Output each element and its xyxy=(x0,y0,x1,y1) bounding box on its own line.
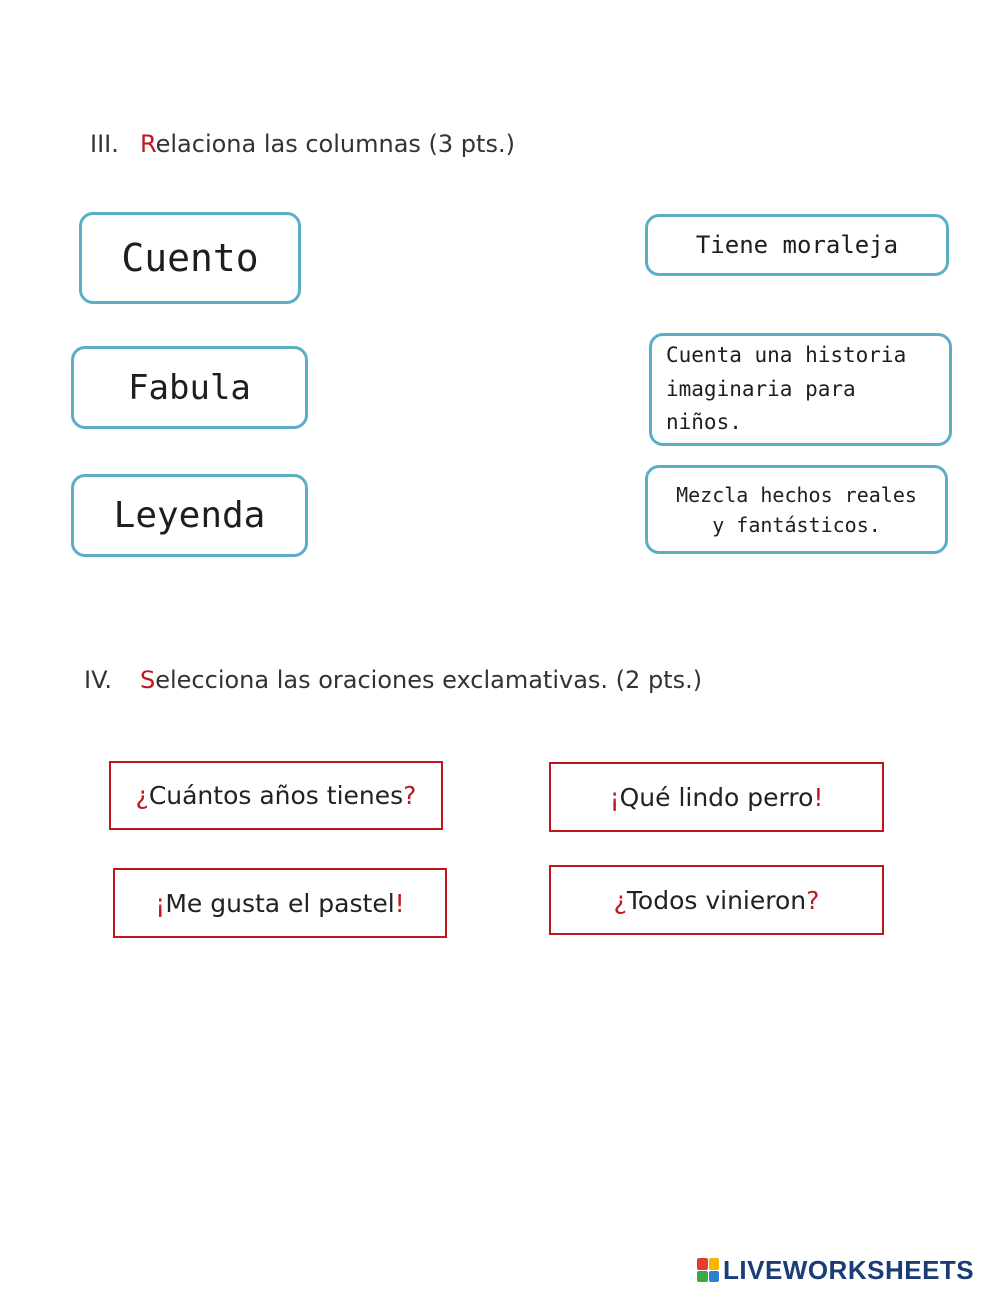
section-3-number: III. xyxy=(90,130,119,158)
liveworksheets-logo xyxy=(697,1255,974,1285)
left-box-cuento[interactable] xyxy=(79,212,301,304)
right-box-label: Mezcla hechos reales y fantásticos. xyxy=(676,482,917,537)
left-box-label: Leyenda xyxy=(113,495,266,536)
right-box-tiene-moraleja[interactable] xyxy=(645,214,949,276)
left-box-leyenda[interactable] xyxy=(71,474,308,557)
open-punctuation: ¿ xyxy=(135,781,149,810)
open-punctuation: ¿ xyxy=(613,885,627,915)
option-que-lindo-perro[interactable] xyxy=(549,762,884,832)
section-3-title: elaciona las columnas (3 pts.) xyxy=(155,130,515,158)
right-box-label: Tiene moraleja xyxy=(695,231,899,259)
section-3-title-initial: R xyxy=(140,130,156,158)
left-box-fabula[interactable] xyxy=(71,346,308,429)
left-box-label: Cuento xyxy=(121,236,259,280)
open-punctuation: ¡ xyxy=(155,888,166,918)
close-punctuation: ? xyxy=(806,885,820,915)
option-text: Qué lindo perro xyxy=(619,782,814,812)
right-box-label: Cuenta una historia imaginaria para niños. xyxy=(666,343,907,435)
liveworksheets-logo-icon xyxy=(697,1258,719,1282)
section-3-heading xyxy=(90,130,515,158)
right-box-cuenta-historia[interactable] xyxy=(649,333,952,446)
section-4-number: IV. xyxy=(84,666,113,694)
section-4-heading xyxy=(84,666,702,694)
section-4-title: elecciona las oraciones exclamativas. (2 pts.) xyxy=(155,666,703,694)
option-cuantos-anos[interactable] xyxy=(109,761,443,830)
option-text: Todos vinieron xyxy=(626,885,807,915)
close-punctuation: ! xyxy=(394,888,405,918)
option-text: Cuántos años tienes xyxy=(148,781,404,810)
close-punctuation: ! xyxy=(813,782,824,812)
right-box-mezcla-hechos[interactable] xyxy=(645,465,948,554)
option-todos-vinieron[interactable] xyxy=(549,865,884,935)
option-me-gusta-pastel[interactable] xyxy=(113,868,447,938)
left-box-label: Fabula xyxy=(128,367,251,408)
liveworksheets-logo-text: LIVEWORKSHEETS xyxy=(723,1254,975,1285)
open-punctuation: ¡ xyxy=(609,782,620,812)
close-punctuation: ? xyxy=(403,781,417,810)
section-4-title-initial: S xyxy=(140,666,156,694)
option-text: Me gusta el pastel xyxy=(165,888,395,918)
